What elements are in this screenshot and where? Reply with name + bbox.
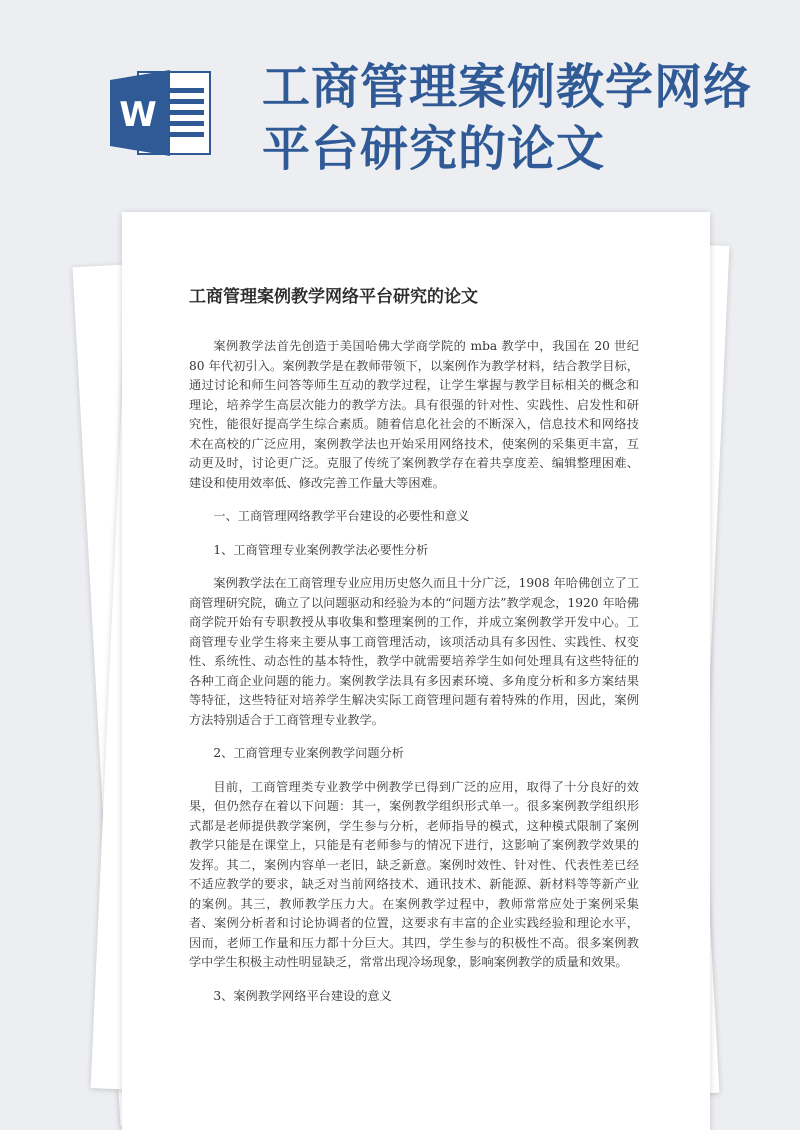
- word-document-icon: [108, 68, 218, 158]
- subsection-heading: 2、工商管理专业案例教学问题分析: [213, 746, 404, 760]
- section-heading: 一、工商管理网络教学平台建设的必要性和意义: [213, 509, 470, 523]
- banner: [0, 0, 800, 200]
- svg-text:W: W: [119, 95, 157, 135]
- document-title: 工商管理案例教学网络平台研究的论文: [189, 287, 478, 307]
- paragraph: 案例教学法首先创造于美国哈佛大学商学院的 mba 教学中，我国在 20 世纪 80 年代初引入。案例教学是在教师带领下，以案例作为教学材料，结合教学目标，通过讨论和师生问答等师生互动的教学过程，让学生掌握与教学目标相关的概念和理论，培养学生高层次能力的教学方法。具有很强的针对性、实践性、启发性和研究性，能很好提高学生综合素质。随着信息化社会的不断深入，信息技术和网络技术在高校的广泛应用，案例教学法也开始采用网络技术，使案例的采集更丰富，互动更及时，讨论更广泛。克服了传统了案例教学存在着共享度差、编辑整理困难、建设和使用效率低、修改完善工作量大等困难。: [189, 339, 639, 490]
- subsection-heading: 1、工商管理专业案例教学法必要性分析: [213, 542, 429, 557]
- banner-title: 工商管理案例教学网络平台研究的论文: [262, 59, 753, 177]
- paragraph: 案例教学法在工商管理专业应用历史悠久而且十分广泛，1908 年哈佛创立了工商管理研究院，确立了以问题驱动和经验为本的“问题方法”教学观念，1920 年哈佛商学院开始有专职教授从事收集和整理案例的工作，并成立案例教学开发中心。工商管理专业学生将来主要从事工商管理活动，该项活动具有多因性、实践性、权变性、系统性、动态性的基本特性，教学中就需要培养学生如何处理具有这些特征的各种工商企业问题的能力。案例教学法具有多因素环境、多角度分析和多方案结果等特征，这些特征对培养学生解决实际工商管理问题有着特殊的作用，因此，案例方法特别适合于工商管理专业教学。: [189, 576, 639, 727]
- subsection-heading: 3、案例教学网络平台建设的意义: [213, 988, 392, 1003]
- paragraph: 目前，工商管理类专业教学中例教学已得到广泛的应用，取得了十分良好的效果，但仍然存在着以下问题：其一，案例教学组织形式单一。很多案例教学组织形式都是老师提供教学案例，学生参与分析，老师指导的模式，这种模式限制了案例教学只能是在课堂上，只能是有老师参与的情况下进行，这影响了案例教学效果的发挥。其二，案例内容单一老旧，缺乏新意。案例时效性、针对性、代表性差已经不适应教学的要求，缺乏对当前网络技术、通讯技术、新能源、新材料等等新产业的案例。其三，教师教学压力大。在案例教学过程中，教师常常应处于案例采集者、案例分析者和讨论协调者的位置，这要求有丰富的企业实践经验和理论水平，因而，老师工作量和压力都十分巨大。其四，学生参与的积极性不高。很多案例教学中学生积极主动性明显缺乏，常常出现冷场现象，影响案例教学的质量和效果。: [189, 779, 639, 969]
- document-body: [189, 282, 639, 1020]
